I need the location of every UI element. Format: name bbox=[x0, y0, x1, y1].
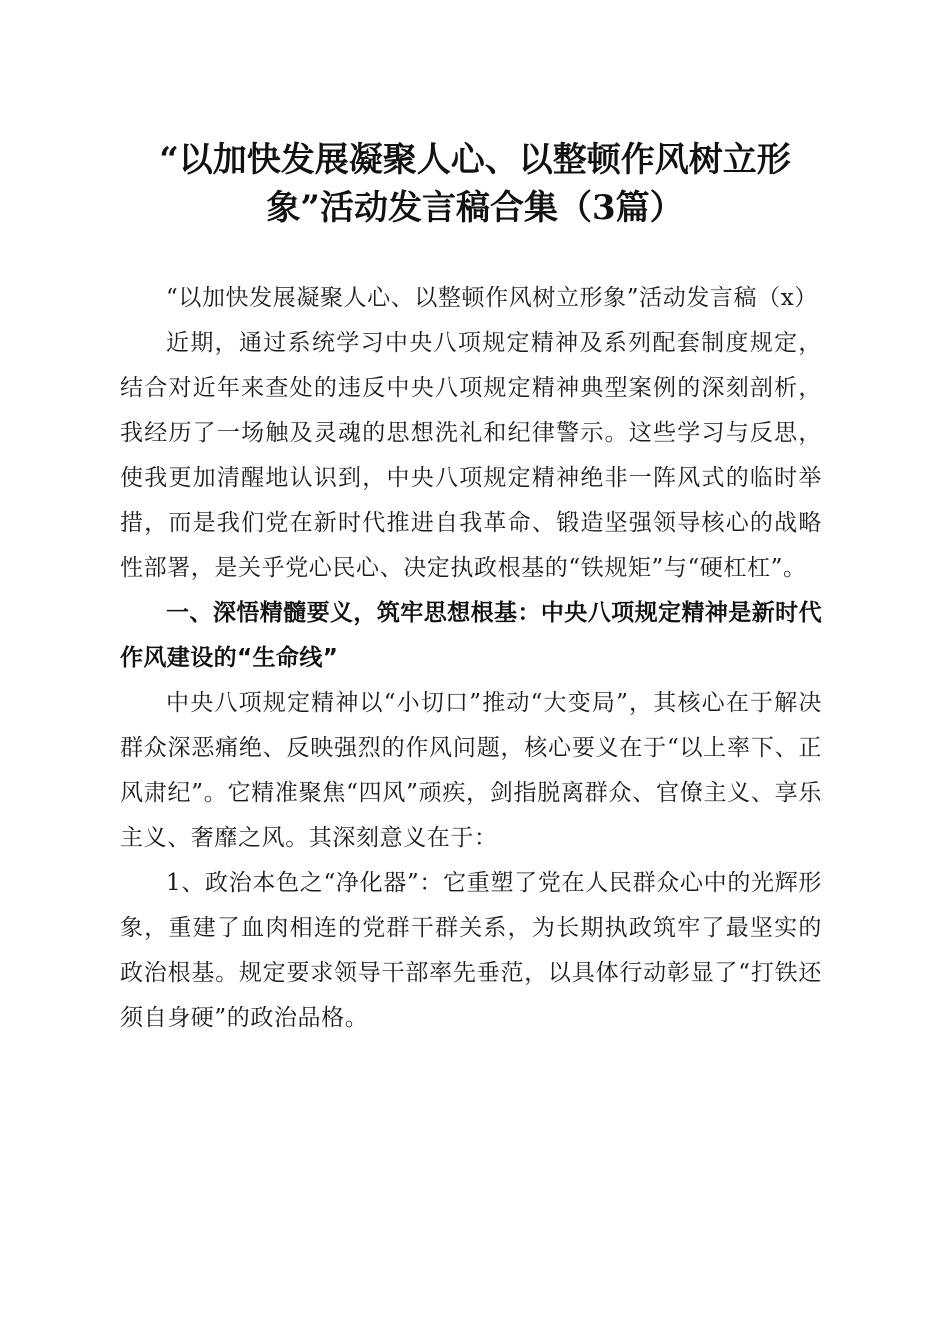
section-1-paragraph-1: 中央八项规定精神以“小切口”推动“大变局”，其核心在于解决群众深恶痛绝、反映强烈的作风问题，核心要义在于“以上率下、正风肃纪”。它精准聚焦“四风”顽疾，剑指脱离群众、官僚主义、享乐主义、奢靡之风。其深刻意义在于： bbox=[120, 690, 822, 851]
document-body bbox=[120, 276, 822, 1041]
subtitle-paragraph: “以加快发展凝聚人心、以整顿作风树立形象”活动发言稿（x） bbox=[166, 285, 818, 311]
title-line-2: 象”活动发言稿合集（3篇） bbox=[266, 188, 684, 228]
intro-paragraph: 近期，通过系统学习中央八项规定精神及系列配套制度规定，结合对近年来查处的违反中央八项规定精神典型案例的深刻剖析，我经历了一场触及灵魂的思想洗礼和纪律警示。这些学习与反思，使我更加清醒地认识到，中央八项规定精神绝非一阵风式的临时举措，而是我们党在新时代推进自我革命、锻造坚强领导核心的战略性部署，是关乎党心民心、决定执政根基的“铁规矩”与“硬杠杠”。 bbox=[120, 330, 822, 581]
section-heading-1: 一、深悟精髓要义，筑牢思想根基：中央八项规定精神是新时代作风建设的“生命线” bbox=[120, 600, 822, 671]
title-line-1: “以加快发展凝聚人心、以整顿作风树立形 bbox=[159, 140, 791, 180]
section-1-paragraph-2: 1、政治本色之“净化器”：它重塑了党在人民群众心中的光辉形象，重建了血肉相连的党群干群关系，为长期执政筑牢了最坚实的政治根基。规定要求领导干部率先垂范，以具体行动彰显了“打铁还须自身硬”的政治品格。 bbox=[120, 870, 822, 1031]
document-title bbox=[100, 136, 850, 232]
